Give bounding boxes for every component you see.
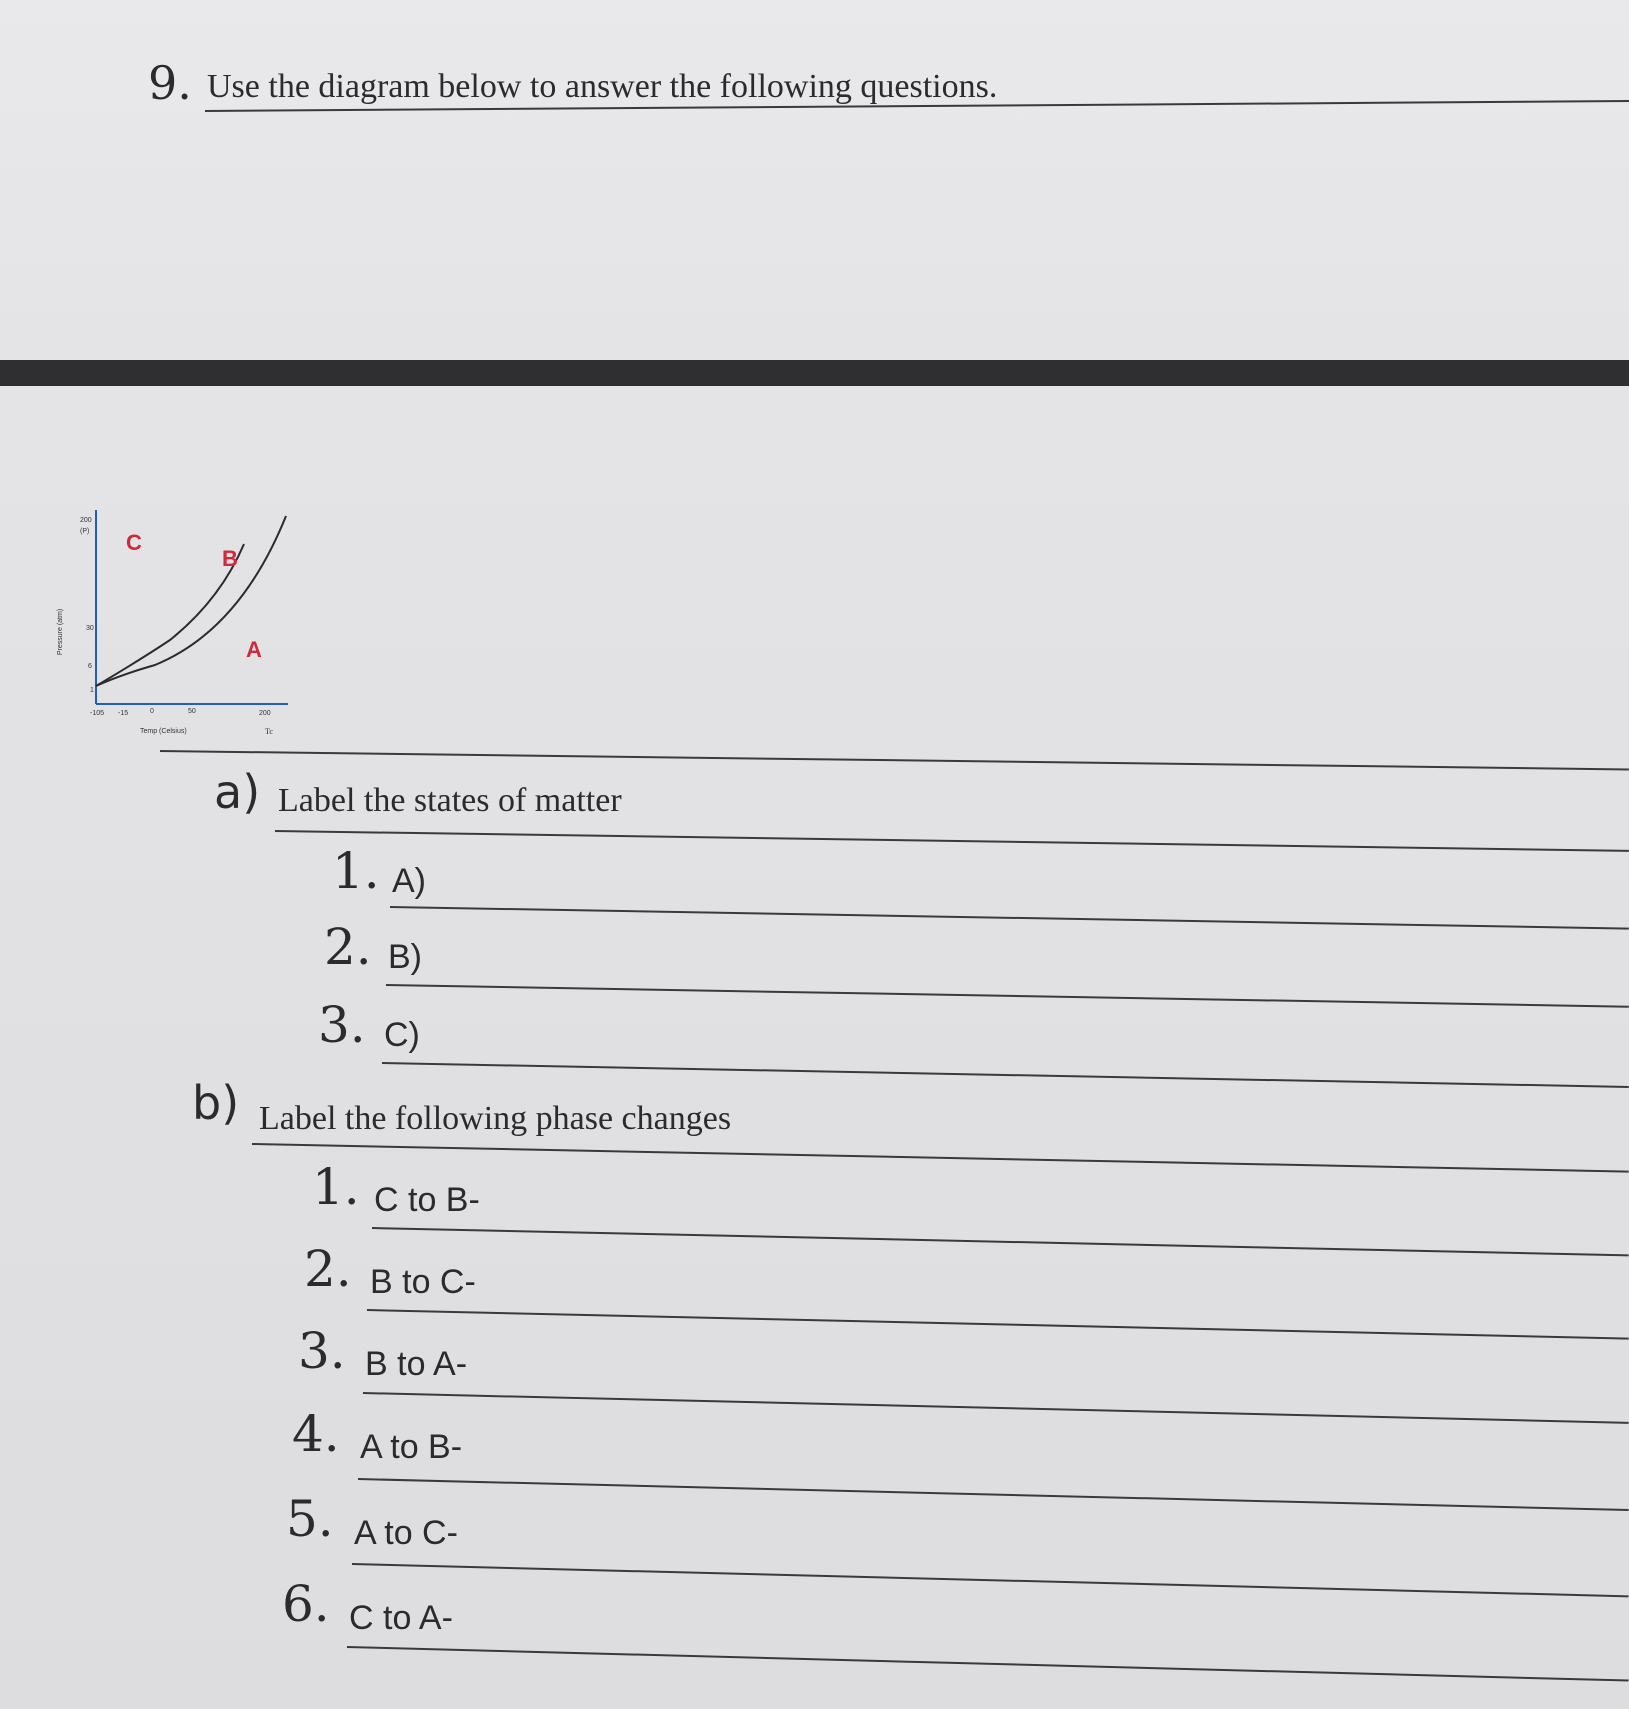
y-tick-label: 30 — [86, 625, 94, 632]
x-axis-label: Temp (Celsius) — [140, 728, 187, 735]
part-b-item-text: A to C- — [354, 1514, 458, 1552]
x-tick-label: 50 — [188, 708, 196, 715]
part-b-item-text: C to B- — [374, 1181, 480, 1219]
x-tick-label: -105 — [90, 710, 105, 717]
y-tick-label: 200 — [80, 517, 92, 524]
part-b-item-number: 6. — [282, 1575, 330, 1633]
part-b-item-number: 1. — [312, 1158, 360, 1216]
region-label-b: B — [222, 546, 238, 571]
part-b-item-text: C to A- — [349, 1599, 453, 1637]
x-tick-label: 0 — [150, 708, 154, 715]
x-tick-label: Tc — [265, 727, 273, 736]
part-a-item-text: C) — [384, 1016, 420, 1054]
part-b-item-number: 3. — [298, 1322, 346, 1380]
part-b-item-number: 5. — [286, 1490, 334, 1548]
part-b-item-number: 2. — [304, 1240, 352, 1298]
part-b-item-text: B to C- — [370, 1263, 476, 1301]
part-a-item-number: 3. — [318, 996, 366, 1054]
page-divider-band — [0, 360, 1629, 386]
question-number: 9. — [148, 56, 192, 110]
upper-page — [0, 0, 1629, 360]
part-b-item-number: 4. — [292, 1405, 340, 1463]
question-text: Use the diagram below to answer the following questions. — [207, 68, 998, 105]
part-a-prompt: Label the states of matter — [278, 782, 622, 819]
part-b-label: b) — [192, 1076, 240, 1130]
part-b-prompt: Label the following phase changes — [259, 1100, 732, 1137]
y-tick-label: (P) — [80, 528, 90, 535]
part-b-item-text: B to A- — [365, 1345, 468, 1383]
part-a-item-number: 1. — [332, 842, 380, 900]
phase-diagram — [40, 500, 300, 750]
part-a-item-number: 2. — [324, 918, 372, 976]
y-tick-label: 1 — [90, 687, 94, 694]
part-b-item-text: A to B- — [360, 1428, 463, 1466]
region-label-a: A — [246, 637, 262, 662]
part-a-label: a) — [214, 765, 261, 819]
y-axis-label: Pressure (atm) — [57, 608, 64, 656]
part-a-item-text: B) — [388, 938, 422, 976]
part-a-item-text: A) — [392, 862, 426, 900]
y-tick-label: 6 — [88, 663, 92, 670]
x-tick-label: 200 — [259, 710, 271, 717]
x-tick-label: -15 — [118, 710, 129, 717]
region-label-c: C — [126, 530, 142, 555]
